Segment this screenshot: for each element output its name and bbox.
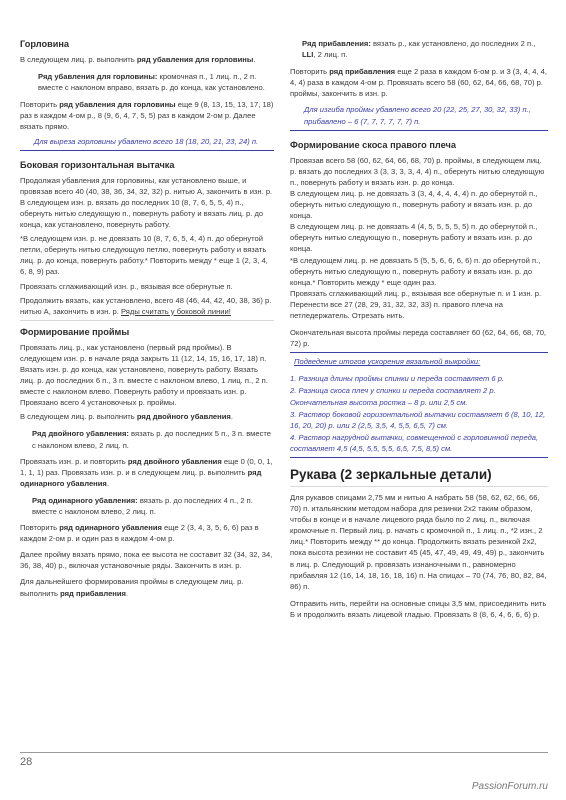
list-item: 3. Раствор боковой горизонтальной вытачки составляет 6 (8, 10, 12, 16, 20, 20) р. или 2 (2,5, 3,5, 4, 5,5, 6,5, 7) см. [290,409,546,430]
list-item: 4. Раствор нагрудной вытачки, совмещенной с горловинной переда, составляет 4,5 (4,5, 5,5, 5,5, 6,5, 7,5, 8,5) см. [290,432,539,453]
paragraph: Ряд двойного убавления: вязать р. до последних 5 п., 3 п. вместе с наклоном влево, 2 лиц. п. [32,429,272,450]
paragraph: Ряд прибавления: вязать р., как установлено, до последних 2 п., LLI, 2 лиц. п. [302,39,536,60]
section-heading-armhole: Формирование проймы [20,326,130,337]
paragraph: Повторить ряд убавления для горловины еще 9 (8, 13, 15, 13, 17, 18) раз в каждом 4-ом р., 8 (9, 6, 4, 7, 5, 5) раз в каждом 2-ом р. Далее вязать прямо. [20,100,274,132]
paragraph: Провязать изн. р. и повторить ряд двойного убавления еще 0 (0, 0, 1, 1, 1, 1) раз. Провязать изн. р. и в следующем лиц. р. выполнить ряд одинарного убавления. [20,456,273,488]
right-column [290,38,548,623]
section-divider [20,320,274,321]
section-divider [290,486,548,487]
summary-note-neck: Для выреза горловины убавлено всего 18 (18, 20, 21, 23, 24) п. [20,136,274,151]
section-heading-neck: Горловина [20,39,70,49]
paragraph: В следующем лиц. р. выполнить ряд двойного убавления. [20,412,233,422]
page-number: 28 [20,756,33,768]
paragraph: Далее пройму вязать прямо, пока ее высота не составит 32 (34, 32, 34, 36, 38, 40) р., включая установочные ряды. Закончить в изн. р. [20,550,273,571]
left-column [20,38,274,602]
summary-note-armhole: Для изгиба проймы убавлено всего 20 (22, 25, 27, 30, 32, 33) п., прибавлено – 6 (7, 7, 7, 7, 7, 7) п. [290,104,548,130]
paragraph: Ряд одинарного убавления: вязать р. до последних 4 п., 2 п. вместе с наклоном влево, 2 лиц. п. [32,495,253,516]
summary-list [290,371,548,458]
paragraph: Окончательная высота проймы переда составляет 60 (62, 64, 66, 68, 70, 72) р. [290,328,547,349]
paragraph: Повторить ряд одинарного убавления еще 2 (3, 4, 3, 5, 6, 6) раз в каждом 2-ом р. и один раз в каждом 4-ом р. [20,523,259,544]
paragraph: Продолжить вязать, как установлено, всего 48 (46, 44, 42, 40, 38, 36) р. нитью А, закончить в изн. р. Ряды считать у боковой линии! [20,295,272,316]
paragraph: В следующем лиц. р. выполнить ряд убавления для горловины. [20,55,256,64]
paragraph: Провязав всего 58 (60, 62, 64, 66, 68, 70) р. проймы, в следующем лиц. р. вязать до последних 3 (3, 3, 3, 3, 4, 4) п., обернуть нитью следующую п., повернуть работу и вязать изн. р. до конца. [290,155,545,187]
section-heading-dart: Боковая горизонтальная вытачка [20,159,175,170]
watermark: PassionForum.ru [471,781,548,792]
summary-title: Подведение итогов ускорения вязальной выкройки: [294,357,481,367]
paragraph: Отправить нить, перейти на основные спицы 3,5 мм, присоединить нить Б и продолжить вязать лицевой гладью. Провязать 8 (8, 6, 4, 6, 6, 6) р. [290,598,547,619]
footer-rule [20,752,548,753]
section-heading-shoulder: Формирование скоса правого плеча [290,139,456,150]
paragraph: Продолжая убавления для горловины, как установлено выше, и провязав всего 40 (40, 38, 36, 34, 32, 32) р. нитью А, закончить в изн. р. В следующем изн. р. вязать до последних 10 (8, 7, 6, 5, 5, 4) п., обернуть нитью следующую п., повернуть работу и вязать лиц. р. до конца, как установлено, повернуть работу. [20,175,273,230]
paragraph: *В следующем лиц. р. не довязать 5 (5, 5, 6, 6, 6, 6) п. до обернутой п., обернуть нитью следующую п., повернуть работу и вязать изн. р. до конца.* Повторить между * еще один раз. [290,255,541,287]
paragraph: Провязать сглаживающий изн. р., вязывая все обернутые п. [20,281,233,291]
paragraph: Повторить ряд прибавления еще 2 раза в каждом 6-ом р. и 3 (3, 4, 4, 4, 4, 4) раза в каждом 4-ом р. Провязать всего 58 (60, 62, 64, 66, 68, 70) р. проймы, закончить в изн. р. [290,67,547,99]
paragraph: Для дальнейшего формирования проймы в следующем лиц. р. выполнить ряд прибавления. [20,577,244,598]
paragraph: Для рукавов спицами 2,75 мм и нитью А набрать 58 (58, 62, 62, 66, 66, 70) п. итальянским методом набора для резинки 2х2 таким образом, чтобы в конце и в начале лицевого ряда было по 2 лиц. п., включая кромочные п. Первый лиц. р. начать с кромочной п., 1 лиц. п., *2 изн., 2 лиц.* Повторить между ** до конца. Продолжить вязать резинкой 2х2, пока высота резинки не составит 45 (45, 47, 49, 49, 49, 49) р., закончить в лиц. р. Следующий р. провязать изнаночными п., равномерно прибавляя 12 (16, 14, 18, 16, 18, 16) п. На спицах – 70 (74, 76, 80, 82, 84, 86) п. [290,493,547,591]
section-divider [290,352,548,353]
paragraph: В следующем лиц. р. не довязать 4 (4, 5, 5, 5, 5, 5) п. до обернутой п., обернуть нитью следующую п., повернуть работу и вязать изн. р. до конца. [290,222,538,254]
section-heading-sleeve: Рукава (2 зеркальные детали) [290,467,492,482]
paragraph: Ряд убавления для горловины: кромочная п., 1 лиц. п., 2 п. вместе с наклоном вправо, вязать р. до конца, как установлено. [38,72,265,93]
list-item: 1. Разница длины проймы спинки и переда составляет 6 р. [290,374,505,384]
paragraph: Провязать сглаживающий лиц. р., вязывая все обернутые п. и 1 изн. р. Перенести все 27 (28, 29, 31, 32, 32, 33) п. правого плеча на петледержатель. Отрезать нить. [290,288,542,320]
paragraph: *В следующем изн. р. не довязать 10 (8, 7, 6, 5, 4, 4) п. до обернутой петли, обернуть нитью следующую петлю, повернуть работу и вязать лиц. р. до конца, повернуть работу.* Повторить между * еще 1 (2, 3, 4, 6, 8, 9) раз. [20,234,268,277]
paragraph: В следующем лиц. р. не довязать 3 (3, 4, 4, 4, 4, 4) п. до обернутой п., обернуть нитью следующую п., повернуть работу и вязать изн. р. до конца. [290,188,538,221]
list-item: 2. Разница скоса плеч у спинки и переда составляет 2 р. Окончательная высота ростка – 8 р. или 2,5 см. [290,386,496,407]
paragraph: Провязать лиц. р., как установлено (первый ряд проймы). В следующем изн. р. в начале ряда закрыть 11 (12, 14, 15, 16, 17, 18) п. Вязать изн. р. до конца, как установлено, повернуть работу. Вязать лиц. р. до последних 6 п., 3 п. вместе с наклоном влево, 1 лиц. п., 2 п. вместе с наклоном влево. Повернуть работу и провязать изн. р. Провязано всего 4 установочных р. проймы. [20,342,268,408]
